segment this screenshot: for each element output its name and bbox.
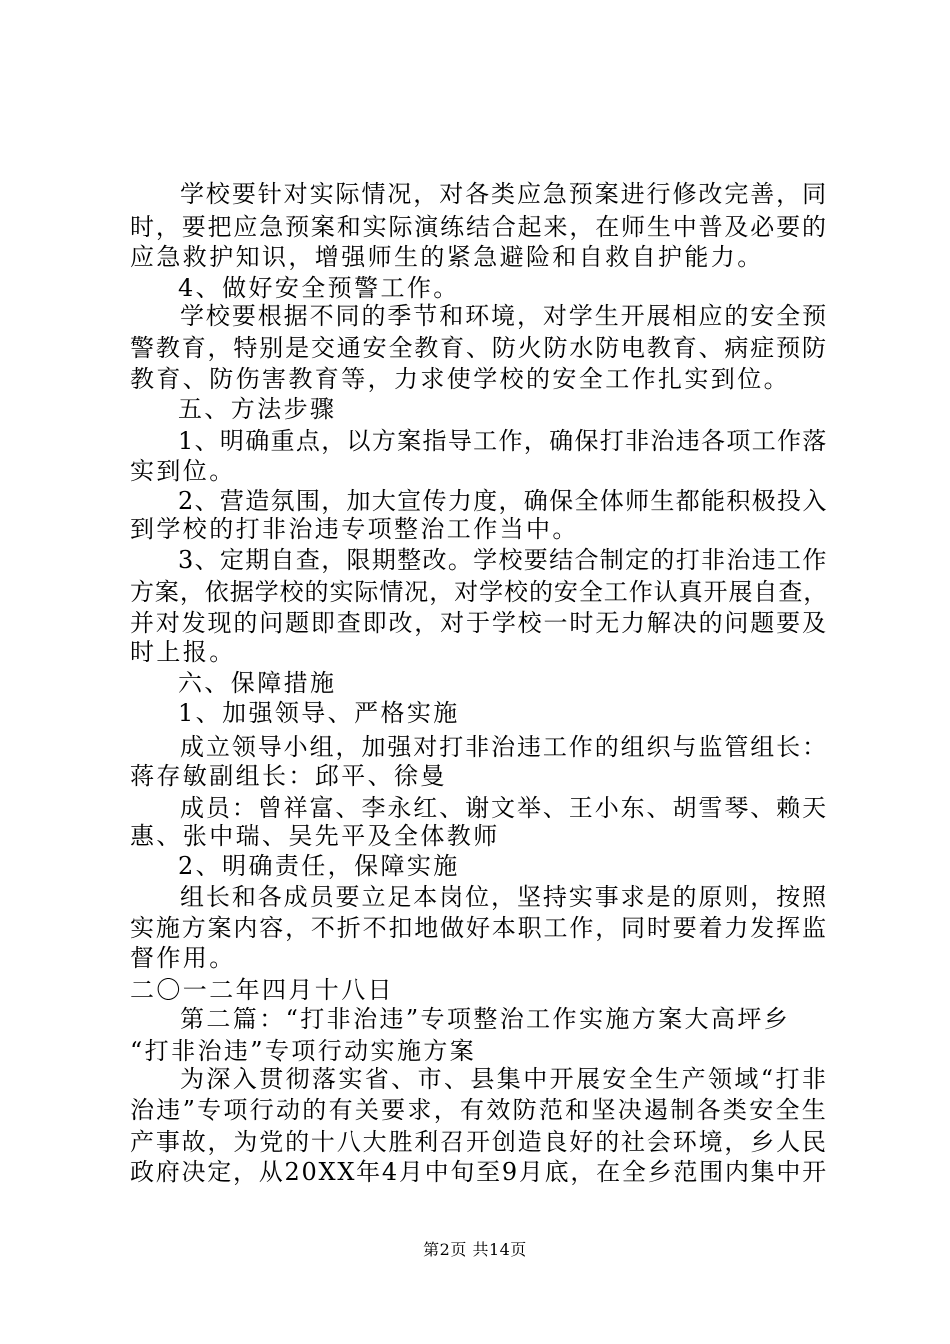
paragraph-line: 成立领导小组，加强对打非治违工作的组织与监管组长： [180, 733, 828, 761]
paragraph-line: 1、明确重点，以方案指导工作，确保打非治违各项工作落 [178, 427, 828, 455]
page-number-footer: 第2页 共14页 [423, 1240, 527, 1259]
paragraph-line: 督作用。 [130, 944, 236, 972]
paragraph-line: 产事故，为党的十八大胜利召开创造良好的社会环境，乡人民 [130, 1128, 828, 1156]
section-heading: 2、明确责任，保障实施 [178, 852, 460, 880]
section-heading: 4、做好安全预警工作。 [178, 274, 460, 302]
paragraph-line: 3、定期自查，限期整改。学校要结合制定的打非治违工作 [178, 546, 828, 574]
paragraph-line: 时，要把应急预案和实际演练结合起来，在师生中普及必要的 [130, 213, 828, 241]
paragraph-line: 并对发现的问题即查即改，对于学校一时无力解决的问题要及 [130, 609, 828, 637]
paragraph-line: 为深入贯彻落实省、市、县集中开展安全生产领域“打非 [180, 1065, 829, 1093]
paragraph-line: 治违”专项行动的有关要求，有效防范和坚决遏制各类安全生 [130, 1096, 829, 1124]
section-heading: 六、保障措施 [178, 669, 337, 697]
paragraph-line: 学校要针对实际情况，对各类应急预案进行修改完善，同 [180, 180, 828, 208]
paragraph-line: 政府决定，从20XX年4月中旬至9月底，在全乡范围内集中开 [130, 1158, 828, 1186]
chapter-heading: 第二篇：“打非治违”专项整治工作实施方案大高坪乡 [180, 1005, 791, 1033]
paragraph-line: 实到位。 [130, 457, 236, 485]
paragraph-line: 成员：曾祥富、李永红、谢文举、王小东、胡雪琴、赖天 [180, 794, 828, 822]
paragraph-line: 2、营造氛围，加大宣传力度，确保全体师生都能积极投入 [178, 487, 828, 515]
paragraph-line: 警教育，特别是交通安全教育、防火防水防电教育、病症预防 [130, 334, 828, 362]
paragraph-line: 应急救护知识，增强师生的紧急避险和自救自护能力。 [130, 243, 764, 271]
paragraph-line: 学校要根据不同的季节和环境，对学生开展相应的安全预 [180, 302, 828, 330]
paragraph-line: 到学校的打非治违专项整治工作当中。 [130, 515, 579, 543]
section-heading: 五、方法步骤 [178, 395, 337, 423]
section-heading: 1、加强领导、严格实施 [178, 699, 460, 727]
paragraph-line: 组长和各成员要立足本岗位，坚持实事求是的原则，按照 [180, 883, 828, 911]
paragraph-line: 时上报。 [130, 638, 236, 666]
paragraph-line: 惠、张中瑞、吴先平及全体教师 [130, 822, 500, 850]
chapter-heading: “打非治违”专项行动实施方案 [130, 1037, 477, 1065]
paragraph-line: 教育、防伤害教育等，力求使学校的安全工作扎实到位。 [130, 365, 790, 393]
paragraph-line: 蒋存敏副组长：邱平、徐曼 [130, 762, 447, 790]
date-line: 二〇一二年四月十八日 [130, 976, 394, 1004]
paragraph-line: 方案，依据学校的实际情况，对学校的安全工作认真开展自查， [130, 578, 829, 606]
paragraph-line: 实施方案内容，不折不扣地做好本职工作，同时要着力发挥监 [130, 914, 828, 942]
